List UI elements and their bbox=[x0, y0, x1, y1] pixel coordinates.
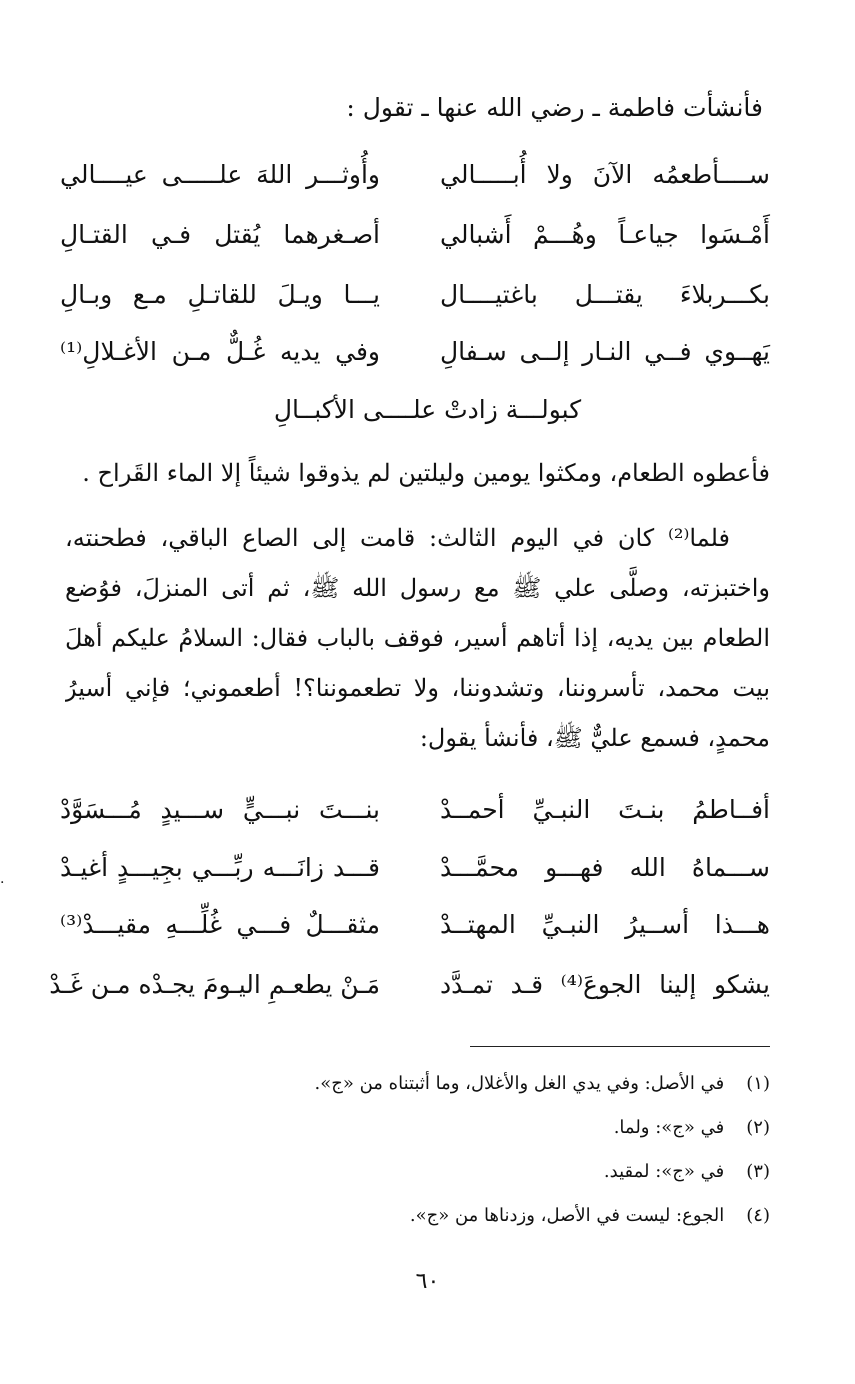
prose-line: فأعطوه الطعام، ومكثوا يومين وليلتين لم يذوقوا شيئاً إلا الماء القَراح . bbox=[82, 459, 770, 487]
footnote-text: الجوع: ليست في الأصل، وزدناها من «ج». bbox=[409, 1205, 725, 1226]
footnote-number: (٤) bbox=[746, 1205, 770, 1226]
footnote-number: (٢) bbox=[746, 1117, 770, 1138]
verse-first-hemistich: يشكو إلينا الجوعَ⁽⁴⁾ قـد تمـدَّد bbox=[440, 970, 770, 999]
footnote-text: في «ج»: ولما. bbox=[613, 1117, 725, 1138]
verse-second-hemistich: مثقـــلٌ فـــي غُلِّـــهِ مقيـــدْ⁽³⁾ bbox=[60, 910, 380, 939]
poem2-verse-3 bbox=[60, 900, 770, 950]
poem-intro-line: فأنشأت فاطمة ـ رضي الله عنها ـ تقول : bbox=[346, 93, 763, 122]
footnote-number: (٣) bbox=[746, 1161, 770, 1182]
footnote-number: (١) bbox=[746, 1073, 770, 1094]
prose-line: الطعام بين يديه، إذا أتاهم أسير، فوقف بالباب فقال: السلامُ عليكم أهلَ bbox=[65, 624, 770, 652]
verse-second-hemistich: وأُوثـــر اللهَ علـــــى عيــــالي bbox=[60, 160, 380, 189]
verse-second-hemistich: مَـنْ يطعـمِ اليـومَ يجـدْه مـن غَـدْ bbox=[49, 970, 380, 999]
poem1-verse-3 bbox=[60, 270, 770, 320]
prose-line: فلما⁽²⁾ كان في اليوم الثالث: قامت إلى الصاع الباقي، فطحنته، bbox=[65, 524, 730, 552]
footnote-item bbox=[65, 1062, 770, 1106]
footnote-item bbox=[65, 1150, 770, 1194]
prose-line: محمدٍ، فسمع عليٌّ ﷺ، فأنشأ يقول: bbox=[419, 724, 770, 752]
footnote-text: في «ج»: لمقيد. bbox=[603, 1161, 725, 1182]
prose-line: بيت محمد، تأسروننا، وتشدوننا، ولا تطعموننا؟! أطعموني؛ فإني أسيرُ bbox=[65, 674, 770, 702]
footnotes bbox=[65, 1062, 770, 1238]
verse-second-hemistich: قـــد زانَـــه ربِّـــي بجِيـــدٍ أغيـدْ bbox=[60, 853, 380, 882]
verse-first-hemistich: ســــأطعمُه الآنَ ولا أُبـــــالي bbox=[440, 160, 770, 189]
poem1-verse-4 bbox=[60, 327, 770, 377]
verse-first-hemistich: يَهــوي فــي النـار إلــى سـفالِ bbox=[440, 337, 770, 366]
footnote-text: في الأصل: وفي يدي الغل والأغلال، وما أثبتناه من «ج». bbox=[314, 1073, 725, 1094]
poem1-verse-2 bbox=[60, 210, 770, 260]
verse-first-hemistich: هـــذا أســيرُ النبـيِّ المهتــدْ bbox=[440, 910, 770, 939]
verse-first-hemistich: أَمْـسَوا جياعـاً وهُـــمْ أَشبالي bbox=[440, 220, 770, 249]
footnote-separator bbox=[470, 1046, 770, 1047]
margin-mark: . bbox=[0, 871, 5, 887]
footnote-item bbox=[65, 1194, 770, 1238]
prose-line: واختبزته، وصلَّى علي ﷺ مع رسول الله ﷺ، ثم أتى المنزلَ، فوُضع bbox=[65, 574, 770, 602]
verse-second-hemistich: أصـغرهما يُقتل فـي القتـالِ bbox=[60, 220, 380, 249]
verse-first-hemistich: أفــاطمُ بنـتَ النبـيِّ أحمــدْ bbox=[440, 795, 770, 824]
page-number: ٦٠ bbox=[415, 1269, 440, 1294]
poem1-final-hemistich: كبولـــة زادتْ علــــى الأكبــالِ bbox=[273, 395, 582, 424]
poem1-verse-1 bbox=[60, 150, 770, 200]
verse-second-hemistich: بنـــتَ نبـــيٍّ ســـيدٍ مُـــسَوَّدْ bbox=[60, 795, 380, 824]
verse-second-hemistich: وفي يديه غُـلٌّ مـن الأغـلالِ⁽¹⁾ bbox=[60, 337, 380, 366]
poem2-verse-1 bbox=[60, 785, 770, 835]
verse-first-hemistich: ســـماهُ الله فهـــو محمَّـــدْ bbox=[440, 853, 770, 882]
poem2-verse-2 bbox=[60, 843, 770, 893]
prose-paragraph-2 bbox=[65, 513, 770, 763]
verse-first-hemistich: بكـــربلاءَ يقتـــل باغتيــــال bbox=[440, 280, 770, 309]
footnote-item bbox=[65, 1106, 770, 1150]
prose-paragraph-1 bbox=[65, 448, 770, 498]
poem2-verse-4 bbox=[49, 960, 770, 1010]
verse-second-hemistich: يـــا ويـلَ للقاتـلِ مـع وبـالِ bbox=[60, 280, 380, 309]
